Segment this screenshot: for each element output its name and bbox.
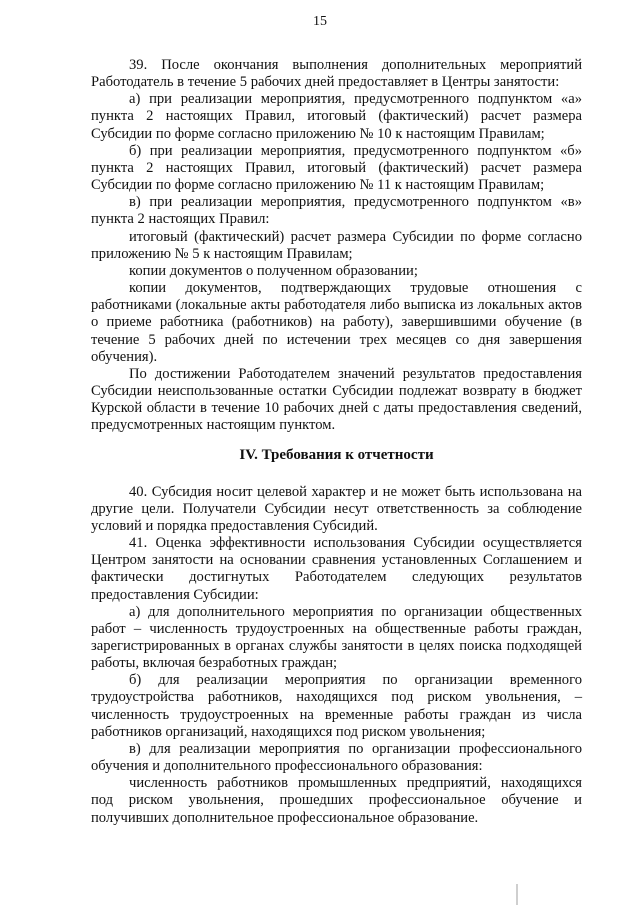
paragraph-39-a: а) при реализации мероприятия, предусмотренного подпунктом «а» пункта 2 настоящих Правил, итоговый (фактический) расчет размера Субсидии по форме согласно приложению № 10 к настоящим Правилам; bbox=[91, 91, 582, 142]
paragraph-39-v-calc: итоговый (фактический) расчет размера Субсидии по форме согласно приложению № 5 к настоящим Правилам; bbox=[91, 228, 582, 262]
paragraph-39-v-education-docs: копии документов о полученном образовании; bbox=[129, 262, 418, 279]
paragraph-39: 39. После окончания выполнения дополнительных мероприятий Работодатель в течение 5 рабочих дней предоставляет в Центры занятости: bbox=[91, 57, 582, 91]
paragraph-40: 40. Субсидия носит целевой характер и не может быть использована на другие цели. Получатели Субсидии несут ответственность за соблюдение условий и порядка предоставления Субсидий. bbox=[91, 483, 582, 534]
paragraph-41: 41. Оценка эффективности использования Субсидии осуществляется Центром занятости на основании сравнения установленных Соглашением и фактически достигнутых Работодателем следующих результатов предоставления Субсидии: bbox=[91, 535, 582, 603]
document-body bbox=[91, 57, 582, 827]
paragraph-41-v-count: численность работников промышленных предприятий, находящихся под риском увольнения, прошедших профессиональное обучение и получивших дополнительное профессиональное образование. bbox=[91, 775, 582, 826]
paragraph-41-v: в) для реализации мероприятия по организации профессионального обучения и дополнительного профессионального образования: bbox=[91, 740, 582, 775]
scan-artifact-line bbox=[516, 884, 518, 905]
page-number: 15 bbox=[313, 14, 327, 29]
paragraph-41-b: б) для реализации мероприятия по организации временного трудоустройства работников, находящихся под риском увольнения, – численность трудоустроенных на временные работы граждан из числа работников организаций, находящихся под риском увольнения; bbox=[91, 672, 582, 740]
paragraph-39-b: б) при реализации мероприятия, предусмотренного подпунктом «б» пункта 2 настоящих Правил, итоговый (фактический) расчет размера Субсидии по форме согласно приложению № 11 к настоящим Правилам; bbox=[91, 142, 582, 194]
section-heading: IV. Требования к отчетности bbox=[239, 447, 434, 464]
paragraph-39-v: в) при реализации мероприятия, предусмотренного подпунктом «в» пункта 2 настоящих Правил: bbox=[91, 194, 582, 228]
paragraph-39-refund: По достижении Работодателем значений результатов предоставления Субсидии неиспользованные остатки Субсидии подлежат возврату в бюджет Курской области в течение 10 рабочих дней с даты предоставления сведений, предусмотренных настоящим пунктом. bbox=[91, 365, 582, 434]
paragraph-39-v-employment-docs: копии документов, подтверждающих трудовые отношения с работниками (локальные акты работодателя либо выписка из локальных актов о приеме работника (работников) на работу), завершившими обучение (в течение 5 рабочих дней по истечении трех месяцев со дня завершения обучения). bbox=[91, 280, 582, 365]
paragraph-41-a: а) для дополнительного мероприятия по организации общественных работ – численность трудоустроенных на общественные работы граждан, зарегистрированных в органах службы занятости в целях поиска подходящей работы, включая безработных граждан; bbox=[91, 603, 582, 672]
